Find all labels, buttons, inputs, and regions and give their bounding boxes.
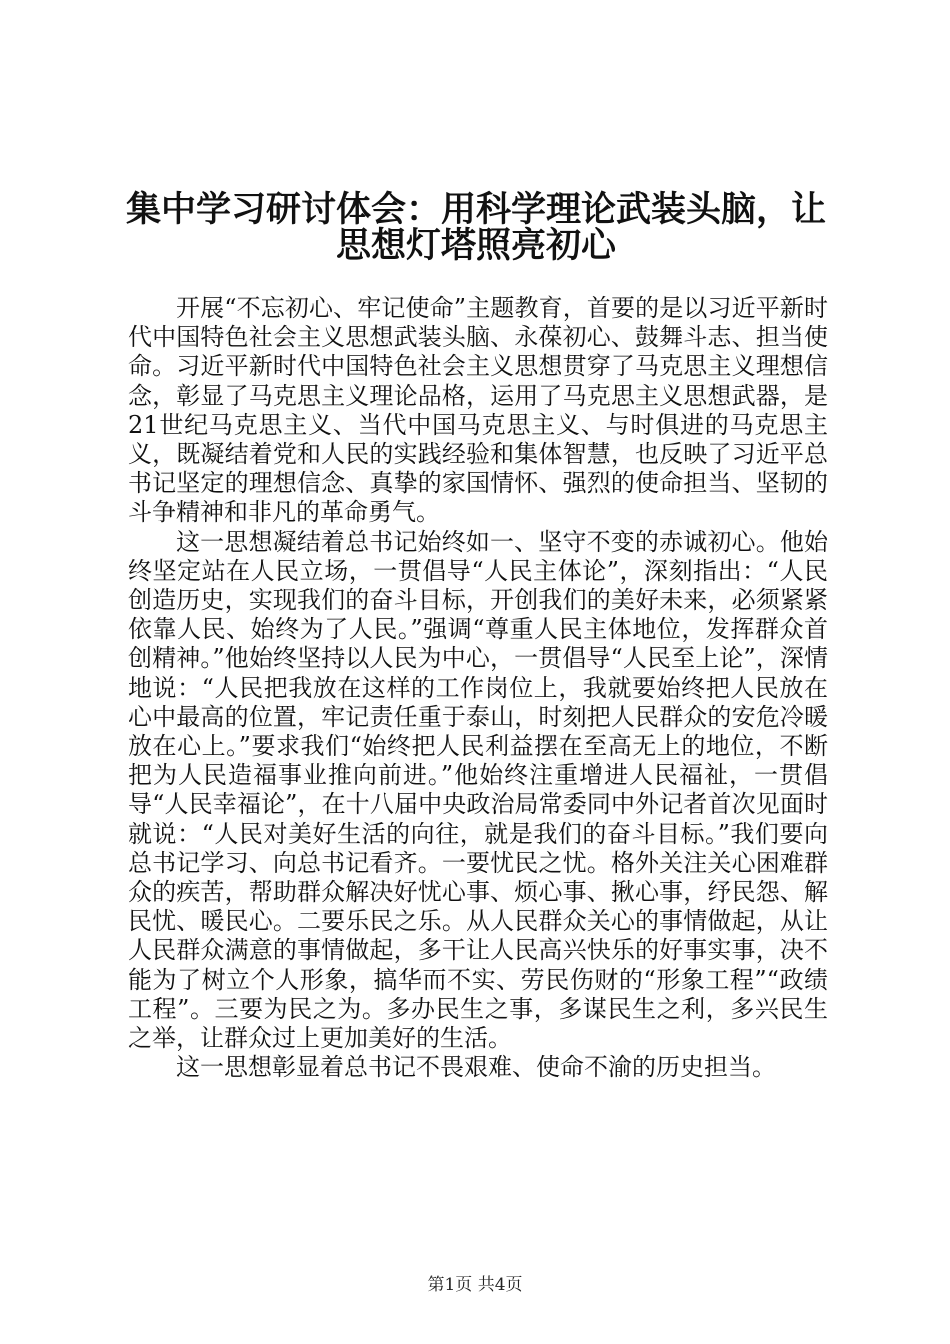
- document-title-line-1: 集中学习研讨体会：用科学理论武装头脑，让: [125, 189, 826, 230]
- paragraph-3: 这一思想彰显着总书记不畏艰难、使命不渝的历史担当。: [176, 1053, 776, 1082]
- page-footer: 第1页 共4页: [427, 1275, 523, 1295]
- document-body: [128, 294, 828, 1082]
- paragraph-2: 这一思想凝结着总书记始终如一、坚守不变的赤诚初心。他始终坚定站在人民立场，一贯倡导“人民主体论”，深刻指出：“人民创造历史，实现我们的奋斗目标，开创我们的美好未来，必须紧紧依靠人民、始终为了人民。”强调“尊重人民主体地位，发挥群众首创精神。”他始终坚持以人民为中心，一贯倡导“人民至上论”，深情地说：“人民把我放在这样的工作岗位上，我就要始终把人民放在心中最高的位置，牢记责任重于泰山，时刻把人民群众的安危冷暖放在心上。”要求我们“始终把人民利益摆在至高无上的地位，不断把为人民造福事业推向前进。”他始终注重增进人民福祉，一贯倡导“人民幸福论”，在十八届中央政治局常委同中外记者首次见面时就说：“人民对美好生活的向往，就是我们的奋斗目标。”我们要向总书记学习、向总书记看齐。一要忧民之忧。格外关注关心困难群众的疾苦，帮助群众解决好忧心事、烦心事、揪心事，纾民怨、解民忧、暖民心。二要乐民之乐。从人民群众关心的事情做起，从让人民群众满意的事情做起，多干让人民高兴快乐的好事实事，决不能为了树立个人形象，搞华而不实、劳民伤财的“形象工程”“政绩工程”。三要为民之为。多办民生之事，多谋民生之利，多兴民生之举，让群众过上更加美好的生活。: [128, 527, 828, 1053]
- paragraph-1: 开展“不忘初心、牢记使命”主题教育，首要的是以习近平新时代中国特色社会主义思想武装头脑、永葆初心、鼓舞斗志、担当使命。习近平新时代中国特色社会主义思想贯穿了马克思主义理想信念，彰显了马克思主义理论品格，运用了马克思主义思想武器，是21世纪马克思主义、当代中国马克思主义、与时俱进的马克思主义，既凝结着党和人民的实践经验和集体智慧，也反映了习近平总书记坚定的理想信念、真挚的家国情怀、强烈的使命担当、坚韧的斗争精神和非凡的革命勇气。: [128, 294, 828, 527]
- document-title-line-2: 思想灯塔照亮初心: [335, 225, 616, 266]
